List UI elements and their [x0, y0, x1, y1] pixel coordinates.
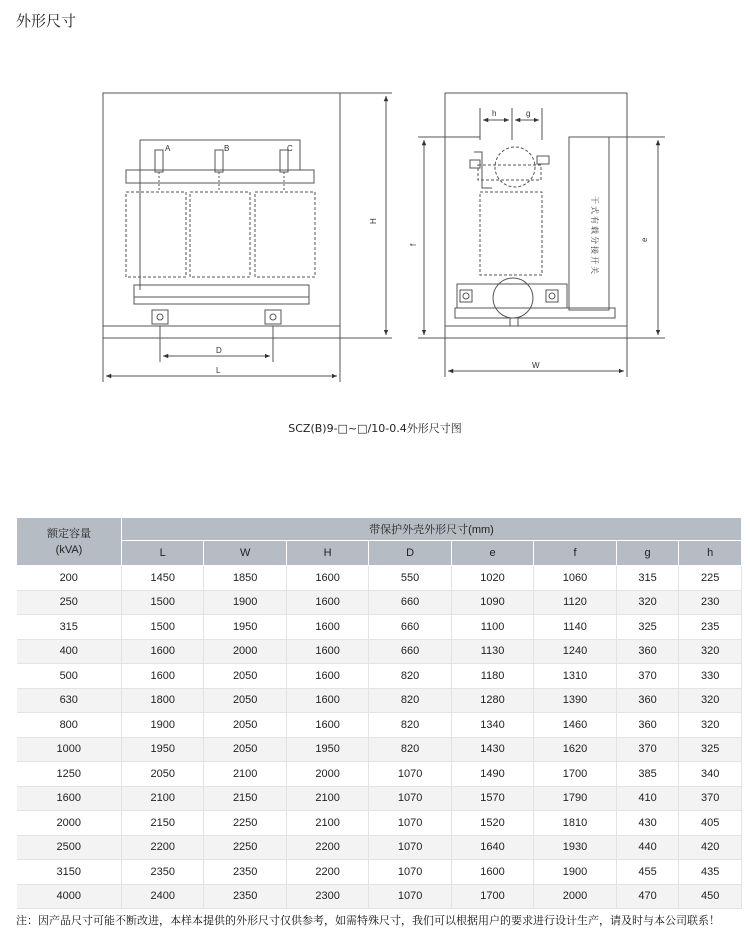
dimension-cell: 1810 [534, 811, 616, 836]
column-header-W: W [204, 541, 286, 566]
capacity-cell: 315 [17, 615, 122, 640]
capacity-cell: 500 [17, 664, 122, 689]
dimension-cell: 235 [679, 615, 742, 640]
dimension-cell: 1620 [534, 737, 616, 762]
table-row [17, 786, 742, 811]
column-header-H: H [286, 541, 368, 566]
column-header-L: L [122, 541, 204, 566]
dimension-cell: 2250 [204, 811, 286, 836]
dimension-cell: 1430 [451, 737, 533, 762]
dimension-cell: 1310 [534, 664, 616, 689]
dimension-cell: 430 [616, 811, 679, 836]
capacity-cell: 4000 [17, 884, 122, 909]
coil-c [255, 192, 315, 277]
label-D: D [216, 346, 222, 355]
column-header-D: D [369, 541, 451, 566]
table-row [17, 590, 742, 615]
dimension-cell: 470 [616, 884, 679, 909]
dimension-cell: 2050 [204, 713, 286, 738]
dimension-cell: 2350 [204, 884, 286, 909]
dimension-cell: 330 [679, 664, 742, 689]
capacity-cell: 3150 [17, 860, 122, 885]
dimension-cell: 1460 [534, 713, 616, 738]
dimension-cell: 820 [369, 737, 451, 762]
dimension-cell: 1600 [122, 639, 204, 664]
side-coil [480, 192, 542, 275]
dimension-cell: 1490 [451, 762, 533, 787]
dimension-cell: 2350 [122, 860, 204, 885]
dimension-cell: 320 [679, 713, 742, 738]
dimension-cell: 1900 [534, 860, 616, 885]
dimension-cell: 1600 [122, 664, 204, 689]
table-row [17, 884, 742, 909]
capacity-header-unit: (kVA) [55, 543, 83, 556]
label-C: C [287, 144, 293, 153]
column-header-h: h [679, 541, 742, 566]
dimension-cell: 2050 [204, 688, 286, 713]
dimension-cell: 230 [679, 590, 742, 615]
dimension-cell: 1070 [369, 884, 451, 909]
table-row [17, 811, 742, 836]
dimension-cell: 1140 [534, 615, 616, 640]
dimension-cell: 360 [616, 688, 679, 713]
dimension-cell: 360 [616, 639, 679, 664]
dimension-cell: 1600 [286, 590, 368, 615]
dimension-cell: 1280 [451, 688, 533, 713]
dimension-cell: 1930 [534, 835, 616, 860]
label-A: A [165, 144, 171, 153]
dimension-cell: 2250 [204, 835, 286, 860]
capacity-cell: 2000 [17, 811, 122, 836]
dimension-cell: 370 [616, 664, 679, 689]
capacity-header [17, 518, 122, 566]
dimension-cell: 1600 [286, 664, 368, 689]
dimension-cell: 660 [369, 639, 451, 664]
capacity-cell: 2500 [17, 835, 122, 860]
capacity-cell: 800 [17, 713, 122, 738]
dimension-cell: 1900 [122, 713, 204, 738]
dimension-cell: 455 [616, 860, 679, 885]
dimension-cell: 1090 [451, 590, 533, 615]
dimension-cell: 1020 [451, 566, 533, 591]
capacity-cell: 200 [17, 566, 122, 591]
label-H: H [369, 218, 378, 224]
dimension-cell: 1900 [204, 590, 286, 615]
dimension-cell: 1700 [534, 762, 616, 787]
dimension-cell: 1600 [286, 615, 368, 640]
dimension-cell: 1070 [369, 786, 451, 811]
dimension-cell: 370 [679, 786, 742, 811]
dimension-cell: 1130 [451, 639, 533, 664]
dimension-cell: 320 [679, 688, 742, 713]
label-f: f [409, 243, 418, 246]
dimension-cell: 2150 [204, 786, 286, 811]
capacity-cell: 250 [17, 590, 122, 615]
label-e: e [640, 237, 649, 242]
dimension-cell: 1600 [286, 688, 368, 713]
dimension-cell: 385 [616, 762, 679, 787]
dimension-cell: 820 [369, 713, 451, 738]
dimension-cell: 2150 [122, 811, 204, 836]
capacity-header-label: 额定容量 [47, 527, 91, 540]
table-row [17, 713, 742, 738]
dimension-cell: 2050 [122, 762, 204, 787]
dimension-cell: 2350 [204, 860, 286, 885]
table-row [17, 762, 742, 787]
front-view [103, 93, 392, 382]
dimension-cell: 360 [616, 713, 679, 738]
dimension-cell: 1340 [451, 713, 533, 738]
dimension-cell: 1950 [286, 737, 368, 762]
dimension-cell: 820 [369, 664, 451, 689]
dimension-cell: 1060 [534, 566, 616, 591]
dimension-cell: 2400 [122, 884, 204, 909]
dimension-cell: 1600 [286, 639, 368, 664]
label-W: W [532, 361, 540, 370]
dimension-cell: 2100 [286, 786, 368, 811]
dimension-cell: 660 [369, 615, 451, 640]
dimension-cell: 440 [616, 835, 679, 860]
dimension-cell: 320 [679, 639, 742, 664]
side-view [418, 93, 665, 377]
dimension-cell: 435 [679, 860, 742, 885]
dimension-cell: 325 [679, 737, 742, 762]
dimension-cell: 1700 [451, 884, 533, 909]
dimension-cell: 1800 [122, 688, 204, 713]
dimension-cell: 2050 [204, 664, 286, 689]
table-row [17, 860, 742, 885]
dimension-cell: 405 [679, 811, 742, 836]
front-enclosure-outline [103, 93, 340, 338]
dimension-cell: 820 [369, 688, 451, 713]
dimension-cell: 2100 [204, 762, 286, 787]
dimension-cell: 320 [616, 590, 679, 615]
label-h: h [492, 109, 497, 118]
dimension-cell: 1070 [369, 835, 451, 860]
dimension-cell: 370 [616, 737, 679, 762]
dimension-cell: 1640 [451, 835, 533, 860]
dimension-cell: 2000 [204, 639, 286, 664]
tap-changer [569, 137, 609, 310]
label-B: B [224, 144, 230, 153]
dimension-cell: 550 [369, 566, 451, 591]
table-row [17, 615, 742, 640]
capacity-cell: 1250 [17, 762, 122, 787]
disclaimer-note: 注：因产品尺寸可能不断改进，本样本提供的外形尺寸仅供参考，如需特殊尺寸，我们可以根据用户的要求进行设计生产，请及时与本公司联系！ [16, 914, 720, 927]
capacity-cell: 1600 [17, 786, 122, 811]
dimension-cell: 2200 [122, 835, 204, 860]
dimension-cell: 1180 [451, 664, 533, 689]
section-title: 外形尺寸 [16, 12, 77, 30]
dimension-cell: 2300 [286, 884, 368, 909]
column-header-f: f [534, 541, 616, 566]
label-g: g [526, 109, 531, 118]
dimension-cell: 1070 [369, 860, 451, 885]
coil-a [126, 192, 186, 277]
coil-b [190, 192, 250, 277]
dimension-cell: 1500 [122, 590, 204, 615]
dimension-cell: 1450 [122, 566, 204, 591]
dimension-cell: 1070 [369, 762, 451, 787]
dimension-table [16, 517, 742, 909]
dimension-cell: 1500 [122, 615, 204, 640]
table-row [17, 566, 742, 591]
bottom-clamp [134, 285, 309, 304]
dimension-cell: 2000 [286, 762, 368, 787]
dimension-cell: 325 [616, 615, 679, 640]
column-header-g: g [616, 541, 679, 566]
tap-changer-label: 干式有载分接开关 [590, 196, 599, 276]
table-row [17, 835, 742, 860]
dimension-cell: 1100 [451, 615, 533, 640]
dimension-cell: 1850 [204, 566, 286, 591]
capacity-cell: 630 [17, 688, 122, 713]
dimension-cell: 1950 [122, 737, 204, 762]
table-row [17, 688, 742, 713]
dimension-cell: 2100 [286, 811, 368, 836]
dimension-cell: 225 [679, 566, 742, 591]
dimension-cell: 2200 [286, 860, 368, 885]
dimension-cell: 2200 [286, 835, 368, 860]
dimension-cell: 2100 [122, 786, 204, 811]
dimension-cell: 2050 [204, 737, 286, 762]
dimension-cell: 1600 [451, 860, 533, 885]
dimension-cell: 1600 [286, 713, 368, 738]
dimension-cell: 1950 [204, 615, 286, 640]
dimension-cell: 1600 [286, 566, 368, 591]
group-header: 带保护外壳外形尺寸(mm) [122, 518, 742, 541]
dimension-cell: 1070 [369, 811, 451, 836]
dimension-cell: 660 [369, 590, 451, 615]
dimension-cell: 450 [679, 884, 742, 909]
dimension-cell: 1120 [534, 590, 616, 615]
dimension-cell: 1570 [451, 786, 533, 811]
dimension-cell: 1240 [534, 639, 616, 664]
table-row [17, 737, 742, 762]
dimension-cell: 315 [616, 566, 679, 591]
table-row [17, 639, 742, 664]
dimension-cell: 1390 [534, 688, 616, 713]
dimension-cell: 420 [679, 835, 742, 860]
dimension-cell: 340 [679, 762, 742, 787]
capacity-cell: 400 [17, 639, 122, 664]
dimension-cell: 1520 [451, 811, 533, 836]
table-row [17, 664, 742, 689]
dimension-cell: 410 [616, 786, 679, 811]
drawing-caption: SCZ(B)9-□~□/10-0.4外形尺寸图 [288, 422, 462, 435]
column-header-e: e [451, 541, 533, 566]
label-L: L [216, 366, 221, 375]
dimension-cell: 2000 [534, 884, 616, 909]
dimension-cell: 1790 [534, 786, 616, 811]
capacity-cell: 1000 [17, 737, 122, 762]
